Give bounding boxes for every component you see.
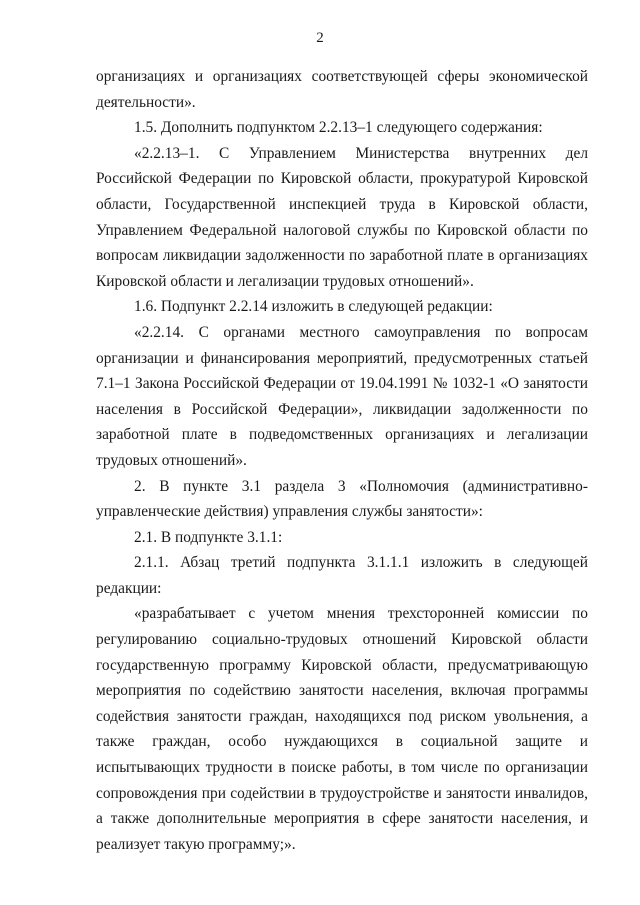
paragraph-continuation: организациях и организациях соответствующей сферы экономической деятельности».: [96, 68, 588, 111]
paragraph-2-1-1: 2.1.1. Абзац третий подпункта 3.1.1.1 изложить в следующей редакции:: [96, 554, 588, 597]
paragraph-1-5: 1.5. Дополнить подпунктом 2.2.13–1 следующего содержания:: [134, 119, 543, 137]
paragraph-2-1: 2.1. В подпункте 3.1.1:: [134, 528, 283, 546]
paragraph-2-2-13-1: «2.2.13–1. С Управлением Министерства внутренних дел Российской Федерации по Кировской области, прокуратурой Кировской области, Государственной инспекцией труда в Кировской области, Управлением Федеральной налоговой службы по Кировской области по вопросам ликвидации задолженности по заработной плате в организациях Кировской области и легализации трудовых отношений».: [96, 144, 588, 290]
paragraph-quoted-text: «разрабатывает с учетом мнения трехсторонней комиссии по регулированию социально-трудовых отношений Кировской области государственную программу Кировской области, предусматривающую мероприятия по содействию занятости населения, включая программы содействия занятости граждан, находящихся под риском увольнения, а также граждан, особо нуждающихся в социальной защите и испытывающих трудности в поиске работы, в том числе по организации сопровождения при содействии в трудоустройстве и занятости инвалидов, а также дополнительные мероприятия в сфере занятости населения, и реализует такую программу;».: [96, 605, 588, 853]
document-body: [96, 64, 588, 857]
paragraph-2-2-14: «2.2.14. С органами местного самоуправления по вопросам организации и финансирования мероприятий, предусмотренных статьей 7.1–1 Закона Российской Федерации от 19.04.1991 № 1032-1 «О занятости населения в Российской Федерации», ликвидации задолженности по заработной плате в подведомственных организациях и легализации трудовых отношений».: [96, 323, 588, 469]
page-number: 2: [316, 30, 324, 46]
paragraph-1-6: 1.6. Подпункт 2.2.14 изложить в следующей редакции:: [134, 298, 493, 316]
paragraph-2: 2. В пункте 3.1 раздела 3 «Полномочия (административно-управленческие действия) управления службы занятости»:: [96, 477, 588, 521]
